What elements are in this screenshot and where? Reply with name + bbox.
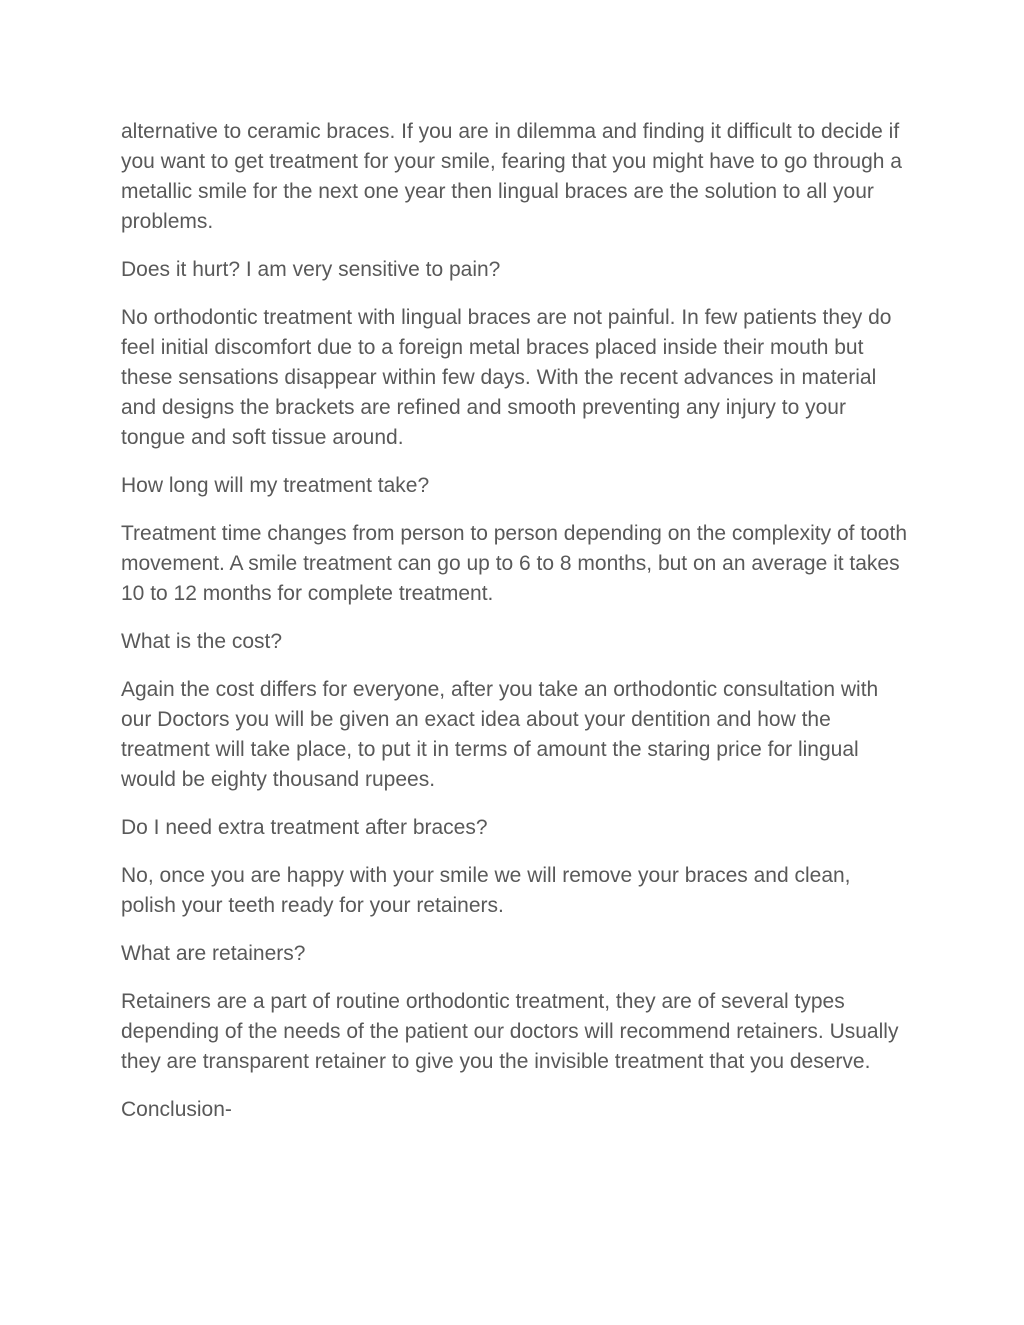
answer-duration: Treatment time changes from person to person depending on the complexity of tooth movement. A smile treatment can go up to 6 to 8 months, but on an average it takes 10 to 12 months for complete treatment. <box>121 522 908 605</box>
answer-cost: Again the cost differs for everyone, after you take an orthodontic consultation with our Doctors you will be given an exact idea about your dentition and how the treatment will take place, to put it in terms of amount the staring price for lingual would be eighty thousand rupees. <box>121 678 879 791</box>
answer-pain: No orthodontic treatment with lingual braces are not painful. In few patients they do feel initial discomfort due to a foreign metal braces placed inside their mouth but these sensations disappear within few days. With the recent advances in material and designs the brackets are refined and smooth preventing any injury to your tongue and soft tissue around. <box>121 306 892 449</box>
question-extra-treatment: Do I need extra treatment after braces? <box>121 816 488 839</box>
paragraph-intro-continued: alternative to ceramic braces. If you are in dilemma and finding it difficult to decide if you want to get treatment for your smile, fearing that you might have to go through a metallic smile for the next one year then lingual braces are the solution to all your problems. <box>121 120 902 233</box>
answer-extra-treatment: No, once you are happy with your smile we will remove your braces and clean, polish your teeth ready for your retainers. <box>121 864 851 917</box>
conclusion-heading: Conclusion- <box>121 1098 232 1121</box>
question-pain: Does it hurt? I am very sensitive to pain? <box>121 258 501 281</box>
answer-retainers: Retainers are a part of routine orthodontic treatment, they are of several types depending of the needs of the patient our doctors will recommend retainers. Usually they are transparent retainer to give you the invisible treatment that you deserve. <box>121 990 899 1073</box>
question-retainers: What are retainers? <box>121 942 306 965</box>
document-page <box>121 117 911 1143</box>
question-cost: What is the cost? <box>121 630 283 653</box>
question-duration: How long will my treatment take? <box>121 474 430 497</box>
